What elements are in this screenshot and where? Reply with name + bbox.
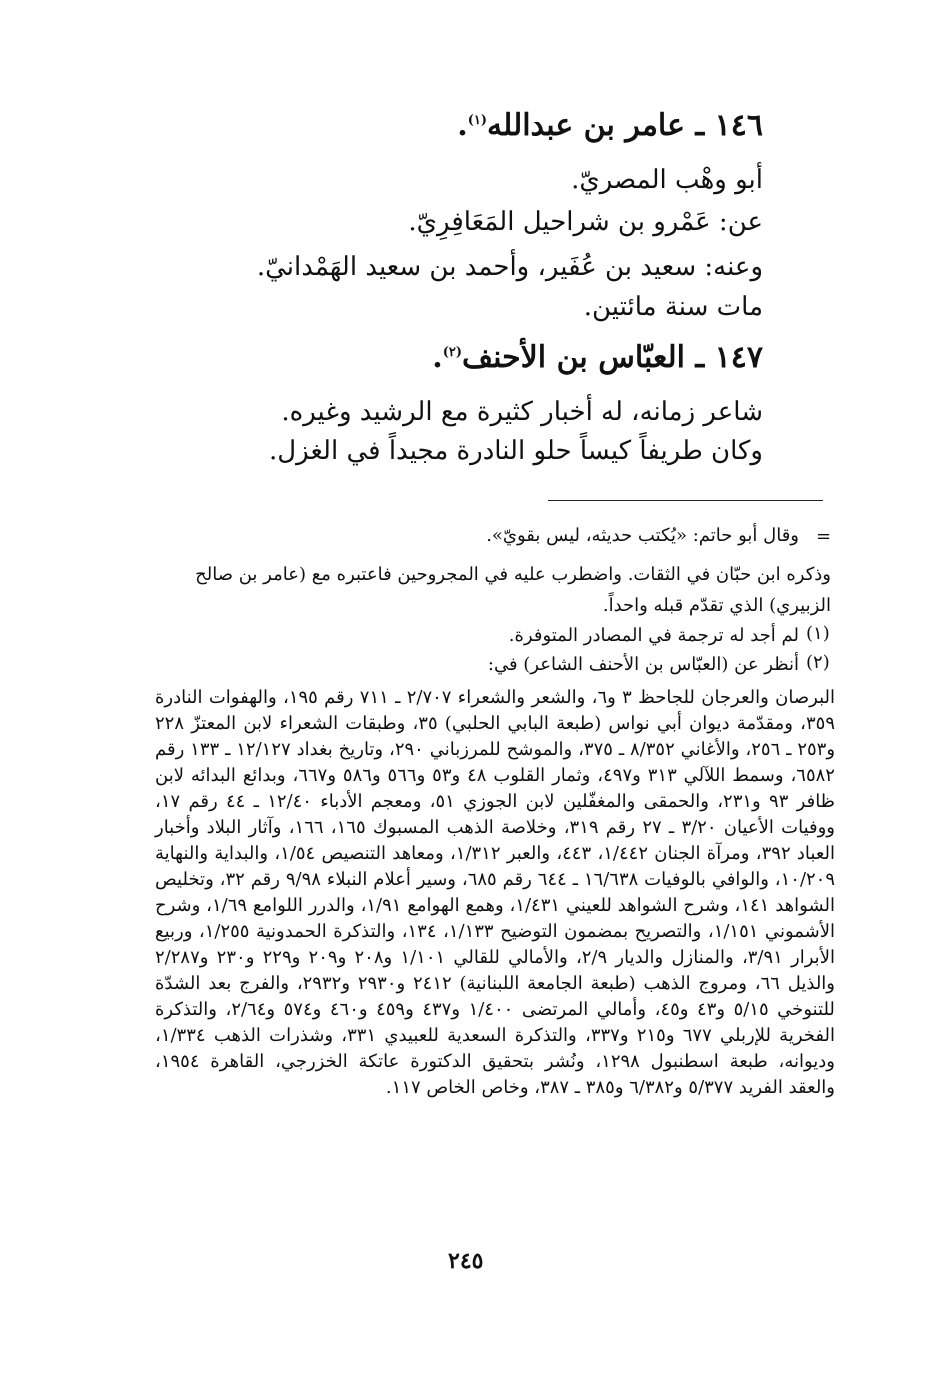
footnote-divider xyxy=(548,500,823,501)
entry-146-kunya: أبو وهْب المصريّ. xyxy=(571,165,763,195)
footnote-continuation-line-3: الزبيري) الذي تقدّم قبله واحداً. xyxy=(602,595,831,616)
entry-147-description: شاعر زمانه، له أخبار كثيرة مع الرشيد وغيره. xyxy=(281,397,763,427)
entry-146-title-text: ١٤٦ ـ عامر بن عبدالله xyxy=(487,108,763,143)
entry-147-title-text: ١٤٧ ـ العبّاس بن الأحنف xyxy=(462,340,763,375)
entry-146-narrators: وعنه: سعيد بن عُفَير، وأحمد بن سعيد الهَمْدانيّ. xyxy=(256,252,763,282)
entry-147-title-end: . xyxy=(432,340,443,375)
entry-147-description-2: وكان طريفاً كيساً حلو النادرة مجيداً في الغزل. xyxy=(269,436,763,466)
entry-146-narrated-from: عن: عَمْرو بن شراحيل المَعَافِرِيّ. xyxy=(408,207,763,237)
footnote-ref-2: (٢) xyxy=(442,345,463,360)
footnote-2-references: البرصان والعرجان للجاحظ ٣ و٦، والشعر والشعراء ٢/٧٠٧ ـ ٧١١ رقم ١٩٥، والهفوات النادرة ٣٥٩، ومقدّمة ديوان أبي نواس (طبعة البابي الحلبي) ٣٥، وطبقات الشعراء لابن المعتزّ ٢٢٨ و٢٥٣ ـ ٢٥٦، والأغاني ٨/٣٥٢ ـ ٣٧٥، والموشح للمرزباني ٢٩٠، وتاريخ بغداد ١٢/١٢٧ ـ ١٣٣ رقم ٦٥٨٢، وسمط اللآلي ٣١٣ و٤٩٧، وثمار القلوب ٤٨ و٥٣ و٥٦٦ و٥٨٦ و٦٦٧، وبدائع البدائه لابن ظافر ٩٣ و٢٣١، والحمقى والمغفّلين لابن الجوزي ٥١، ومعجم الأدباء ١٢/٤٠ ـ ٤٤ رقم ١٧، ووفيات الأعيان ٣/٢٠ ـ ٢٧ رقم ٣١٩، وخلاصة الذهب المسبوك ١٦٥، ١٦٦، وآثار البلاد وأخبار العباد ٣٩٢، ومرآة الجنان ١/٤٤٢، ٤٤٣، والعبر ١/٣١٢، ومعاهد التنصيص ١/٥٤، والبداية والنهاية ١٠/٢٠٩، والوافي بالوفيات ١٦/٦٣٨ ـ ٦٤٤ رقم ٦٨٥، وسير أعلام النبلاء ٩/٩٨ رقم ٣٢، وتخليص الشواهد ١٤١، وشرح الشواهد للعيني ١/٤٣١، وهمع الهوامع ١/٩١، والدرر اللوامع ١/٦٩، وشرح الأشموني ١/١٥١، والتصريح بمضمون التوضيح ١/١٣٣، ١٣٤، والتذكرة الحمدونية ١/٢٥٥، وربيع الأبرار ٣/٩١، والمنازل والديار ٢/٩، والأمالي للقالي ١/١٠١ و٢٠٨ و٢٠٩ و٢٢٩ و٢٣٠ و٢/٢٨٧ والذيل ٦٦، ومروج الذهب (طبعة الجامعة اللبنانية) ٢٤١٢ و٢٩٣٠ و٢٩٣٢، والفرج بعد الشدّة للتنوخي ٥/١٥ و٤٣ و٤٥، وأمالي المرتضى ١/٤٠٠ و٤٣٧ و٤٥٩ و٤٦٠ و٥٧٤ و٢/٦٤، والتذكرة الفخرية للإربلي ٦٧٧ و٢١٥ و٣٣٧، والتذكرة السعدية للعبيدي ٣٣١، وشذرات الذهب ١/٣٣٤، وديوانه، طبعة اسطنبول ١٢٩٨، ونُشر بتحقيق الدكتورة عاتكة الخزرجي، القاهرة ١٩٥٤، والعقد الفريد ٥/٣٧٧ و٦/٣٨٢ و٣٨٥ ـ ٣٨٧، وخاص الخاص ١١٧. xyxy=(155,687,836,1098)
entry-146-title xyxy=(457,108,763,143)
entry-147-title xyxy=(432,340,763,375)
page-number: ٢٤٥ xyxy=(448,1248,484,1274)
continuation-marker: = xyxy=(816,526,832,547)
footnote-ref-1: (١) xyxy=(467,113,488,128)
footnote-2-number: (٢) xyxy=(806,652,830,673)
entry-146-title-end: . xyxy=(457,108,468,143)
footnote-continuation-line-1: وقال أبو حاتم: «يُكتب حديثه، ليس بقويّ». xyxy=(486,525,799,546)
footnote-2-intro: أنظر عن (العبّاس بن الأحنف الشاعر) في: xyxy=(487,654,799,675)
entry-146-death: مات سنة مائتين. xyxy=(583,292,763,322)
footnote-1-text: لم أجد له ترجمة في المصادر المتوفرة. xyxy=(508,625,799,646)
footnote-1-number: (١) xyxy=(806,623,830,644)
footnote-continuation-line-2: وذكره ابن حبّان في الثقات. واضطرب عليه في المجروحين فاعتبره مع (عامر بن صالح xyxy=(195,564,831,585)
